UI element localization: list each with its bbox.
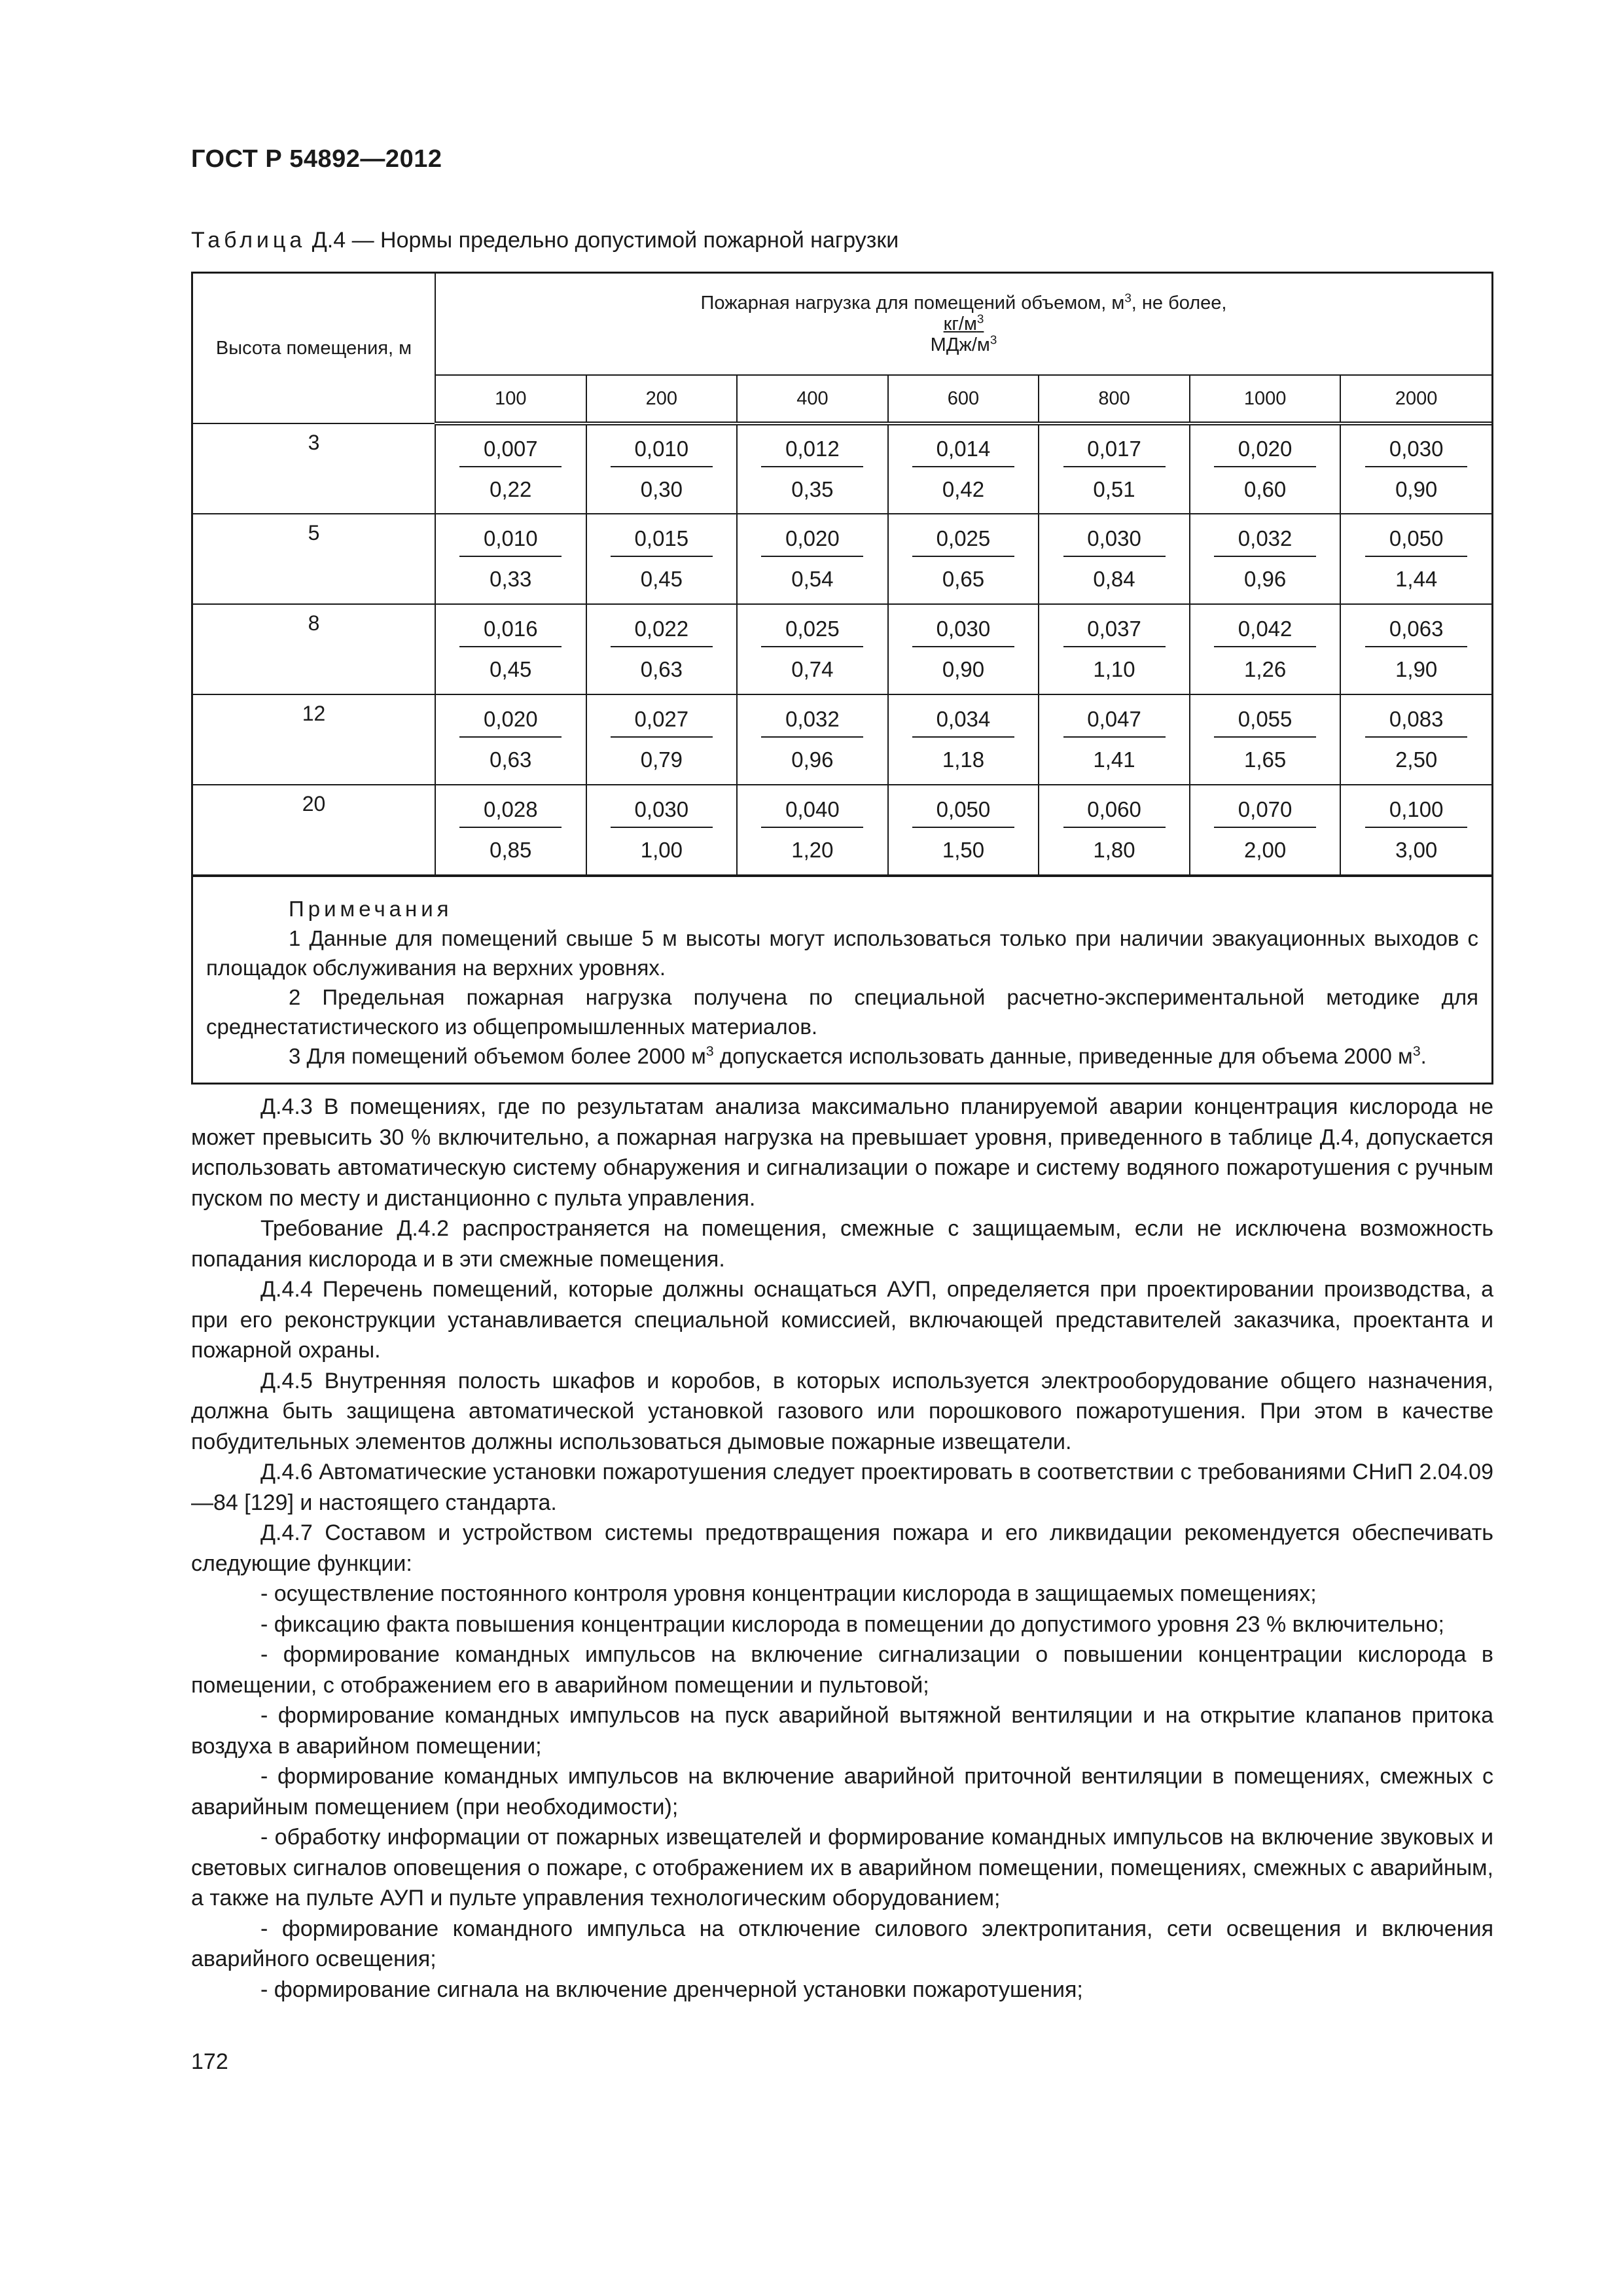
body-text xyxy=(191,1092,1493,2005)
list-item: - формирование командного импульса на отключение силового электропитания, сети освещения и включения аварийного освещения; xyxy=(191,1916,1493,1971)
fire-load-mj-value: 0,85 xyxy=(490,838,532,862)
fire-load-mj-value: 0,60 xyxy=(1243,477,1287,501)
fire-load-mj-value: 0,96 xyxy=(791,747,834,772)
fire-load-kg-value: 0,070 xyxy=(1214,795,1316,828)
fire-load-mj-value: 2,00 xyxy=(1243,838,1287,862)
list-item: - фиксацию факта повышения концентрации кислорода в помещении до допустимого уровня 23 % включительно; xyxy=(260,1611,1444,1637)
table-row xyxy=(193,785,1491,875)
fire-load-cell xyxy=(586,694,738,785)
fire-load-kg-value: 0,037 xyxy=(1063,615,1166,647)
fire-load-table xyxy=(191,272,1493,1085)
fire-load-header-tail: , не более, xyxy=(1131,293,1227,314)
note-1: 1 Данные для помещений свыше 5 м высоты могут использоваться только при наличии эвакуационных выходов с площадок обслуживания на верхних уровнях. xyxy=(206,926,1478,980)
fire-load-header-sup: 3 xyxy=(1124,291,1132,305)
volume-header-cell: 600 xyxy=(888,375,1039,423)
volume-header-cell: 100 xyxy=(435,375,586,423)
list-item: - формирование командных импульсов на включение аварийной приточной вентиляции в помещениях, смежных с аварийным помещением (при необходимости); xyxy=(191,1764,1493,1820)
fire-load-kg-value: 0,032 xyxy=(1214,524,1316,557)
unit-mj: МДж/$м^3$ xyxy=(930,332,997,355)
paragraph-d43: Д.4.3 В помещениях, где по результатам анализа максимально планируемой аварии концентрация кислорода не может превысить 30 % включительно, а пожарная нагрузка на превышает уровня, приведенного в таблице Д.4, допускается использовать автоматическую систему обнаружения и сигнализации о пожаре и систему водяного пожаротушения с ручным пуском по месту и дистанционно с пульта управления. xyxy=(191,1094,1493,1211)
note-2: 2 Предельная пожарная нагрузка получена по специальной расчетно-экспериментальной методике для среднестатистического из общепромышленных материалов. xyxy=(206,985,1478,1039)
fire-load-cell xyxy=(586,423,738,514)
fire-load-kg-value: 0,042 xyxy=(1214,615,1316,647)
fire-load-kg-value: 0,007 xyxy=(459,435,562,467)
fire-load-mj-value: 0,45 xyxy=(640,567,683,591)
fire-load-cell xyxy=(888,785,1039,875)
fire-load-kg-value: 0,010 xyxy=(611,435,713,467)
fire-load-kg-value: 0,083 xyxy=(1365,705,1467,738)
fire-load-cell xyxy=(1190,604,1341,694)
fire-load-mj-value: 0,74 xyxy=(791,657,834,681)
table-row xyxy=(193,423,1491,514)
paragraph-d46: Д.4.6 Автоматические установки пожаротушения следует проектировать в соответствии с требованиями СНиП 2.04.09—84 [129] и настоящего стандарта. xyxy=(191,1460,1493,1515)
fire-load-kg-value: 0,022 xyxy=(611,615,713,647)
table-notes xyxy=(193,876,1491,1083)
paragraph-d44: Д.4.4 Перечень помещений, которые должны оснащаться АУП, определяется при проектировании производства, а при его реконструкции устанавливается специальной комиссией, включающей представителей заказчика, проектанта и пожарной охраны. xyxy=(191,1277,1493,1363)
fire-load-cell xyxy=(435,604,586,694)
table-caption xyxy=(191,228,899,253)
volume-header-cell: 200 xyxy=(586,375,738,423)
fire-load-kg-value: 0,020 xyxy=(761,524,863,557)
fire-load-kg-value: 0,012 xyxy=(761,435,863,467)
fire-load-kg-value: 0,028 xyxy=(459,795,562,828)
fire-load-cell xyxy=(1039,785,1190,875)
fire-load-kg-value: 0,055 xyxy=(1214,705,1316,738)
fire-load-mj-value: 0,96 xyxy=(1243,567,1287,591)
fire-load-cell xyxy=(1190,785,1341,875)
fire-load-kg-value: 0,034 xyxy=(912,705,1014,738)
function-list xyxy=(191,1579,1493,2005)
fire-load-mj-value: 0,90 xyxy=(942,657,985,681)
fire-load-mj-value: 0,79 xyxy=(640,747,683,772)
fire-load-mj-value: 0,65 xyxy=(942,567,985,591)
table-caption-prefix: Таблица xyxy=(191,228,306,253)
fire-load-cell xyxy=(737,694,888,785)
fire-load-mj-value: 0,84 xyxy=(1093,567,1135,591)
fire-load-mj-value: 0,51 xyxy=(1093,477,1135,501)
volume-header-cell: 400 xyxy=(737,375,888,423)
fire-load-kg-value: 0,050 xyxy=(912,795,1014,828)
fire-load-kg-value: 0,017 xyxy=(1063,435,1166,467)
fire-load-mj-value: 0,22 xyxy=(490,477,532,501)
volume-header-cell: 1000 xyxy=(1190,375,1341,423)
fire-load-cell xyxy=(888,423,1039,514)
fire-load-kg-value: 0,060 xyxy=(1063,795,1166,828)
fire-load-cell xyxy=(1340,604,1491,694)
fire-load-mj-value: 1,20 xyxy=(791,838,834,862)
fire-load-kg-value: 0,014 xyxy=(912,435,1014,467)
paragraph-d43-requirement: Требование Д.4.2 распространяется на помещения, смежные с защищаемым, если не исключена возможность попадания кислорода и в эти смежные помещения. xyxy=(191,1216,1493,1272)
fire-load-mj-value: 0,45 xyxy=(490,657,532,681)
height-cell: 8 xyxy=(193,604,435,694)
fire-load-cell xyxy=(737,423,888,514)
fire-load-kg-value: 0,010 xyxy=(459,524,562,557)
fire-load-kg-value: 0,016 xyxy=(459,615,562,647)
table-row xyxy=(193,694,1491,785)
page-number: 172 xyxy=(191,2049,228,2074)
fire-load-cell xyxy=(1340,785,1491,875)
fire-load-kg-value: 0,025 xyxy=(912,524,1014,557)
fire-load-cell xyxy=(435,514,586,604)
fire-load-kg-value: 0,027 xyxy=(611,705,713,738)
list-item: - формирование сигнала на включение дренчерной установки пожаротушения; xyxy=(260,1977,1083,2002)
fire-load-cell xyxy=(435,785,586,875)
document-id: ГОСТ Р 54892—2012 xyxy=(191,145,442,173)
fire-load-mj-value: 1,90 xyxy=(1395,657,1438,681)
fire-load-kg-value: 0,032 xyxy=(761,705,863,738)
fire-load-mj-value: 0,63 xyxy=(640,657,683,681)
fire-load-mj-value: 0,90 xyxy=(1395,477,1438,501)
height-cell: 20 xyxy=(193,785,435,875)
fire-load-cell xyxy=(888,694,1039,785)
fire-load-mj-value: 1,26 xyxy=(1243,657,1287,681)
fire-load-mj-value: 0,35 xyxy=(791,477,834,501)
volume-header-cell: 800 xyxy=(1039,375,1190,423)
fire-load-cell xyxy=(1039,423,1190,514)
paragraph-d45: Д.4.5 Внутренняя полость шкафов и коробов, в которых используется электрооборудование общего назначения, должна быть защищена автоматической установкой газового или порошкового пожаротушения. При этом в качестве побудительных элементов должны использоваться дымовые пожарные извещатели. xyxy=(191,1368,1493,1454)
fire-load-cell xyxy=(888,514,1039,604)
table-caption-text: Д.4 — Нормы предельно допустимой пожарной нагрузки xyxy=(306,228,899,253)
table-row xyxy=(193,514,1491,604)
fire-load-cell xyxy=(1340,514,1491,604)
fire-load-cell xyxy=(1190,423,1341,514)
note-3: 3 Для помещений объемом более 2000 $м^3$ допускается использовать данные, приведенные для объема 2000 $м^3$. xyxy=(289,1043,1427,1068)
fire-load-kg-value: 0,025 xyxy=(761,615,863,647)
height-cell: 12 xyxy=(193,694,435,785)
column-header-height: Высота помещения, м xyxy=(193,274,435,423)
fire-load-mj-value: 1,50 xyxy=(942,838,985,862)
fire-load-cell xyxy=(1190,514,1341,604)
fire-load-kg-value: 0,100 xyxy=(1365,795,1467,828)
fire-load-cell xyxy=(586,514,738,604)
fire-load-kg-value: 0,020 xyxy=(459,705,562,738)
fire-load-kg-value: 0,040 xyxy=(761,795,863,828)
fire-load-cell xyxy=(737,514,888,604)
fire-load-kg-value: 0,030 xyxy=(912,615,1014,647)
fire-load-mj-value: 1,41 xyxy=(1093,747,1135,772)
fire-load-kg-value: 0,020 xyxy=(1214,435,1316,467)
volume-header-cell: 2000 xyxy=(1340,375,1491,423)
fire-load-mj-value: 1,80 xyxy=(1093,838,1135,862)
list-item: - формирование командных импульсов на включение сигнализации о повышении концентрации кислорода в помещении, с отображением его в аварийном помещении и пультовой; xyxy=(191,1642,1493,1698)
height-cell: 5 xyxy=(193,514,435,604)
fire-load-header-text: Пожарная нагрузка для помещений объемом, м xyxy=(700,293,1125,314)
fire-load-cell xyxy=(1039,694,1190,785)
fire-load-kg-value: 0,047 xyxy=(1063,705,1166,738)
fire-load-cell xyxy=(1039,604,1190,694)
fire-load-mj-value: 0,63 xyxy=(490,747,532,772)
fire-load-kg-value: 0,030 xyxy=(1063,524,1166,557)
fire-load-cell xyxy=(435,694,586,785)
fire-load-cell xyxy=(737,604,888,694)
fire-load-mj-value: 1,10 xyxy=(1093,657,1135,681)
unit-kg: $кг/м^3$ xyxy=(943,312,984,334)
fire-load-cell xyxy=(435,423,586,514)
notes-title: Примечания xyxy=(289,897,453,921)
fire-load-cell xyxy=(1340,694,1491,785)
height-cell: 3 xyxy=(193,423,435,514)
fire-load-mj-value: 3,00 xyxy=(1395,838,1438,862)
fire-load-cell xyxy=(888,604,1039,694)
list-item: - обработку информации от пожарных извещателей и формирование командных импульсов на включение звуковых и световых сигналов оповещения о пожаре, с отображением их в аварийном помещении, помещениях, смежных с аварийным, а также на пульте АУП и пульте управления технологическим оборудованием; xyxy=(191,1825,1493,1910)
fire-load-mj-value: 0,42 xyxy=(942,477,985,501)
fire-load-cell xyxy=(737,785,888,875)
fire-load-mj-value: 1,44 xyxy=(1395,567,1438,591)
fire-load-kg-value: 0,030 xyxy=(611,795,713,828)
fire-load-cell xyxy=(586,604,738,694)
fire-load-kg-value: 0,030 xyxy=(1365,435,1467,467)
column-header-fire-load xyxy=(435,274,1491,375)
fire-load-mj-value: 0,33 xyxy=(490,567,532,591)
fire-load-mj-value: 0,54 xyxy=(791,567,834,591)
fire-load-cell xyxy=(586,785,738,875)
fire-load-mj-value: 2,50 xyxy=(1395,747,1438,772)
fire-load-cell xyxy=(1190,694,1341,785)
fire-load-mj-value: 1,18 xyxy=(942,747,985,772)
paragraph-d47: Д.4.7 Составом и устройством системы предотвращения пожара и его ликвидации рекомендуется обеспечивать следующие функции: xyxy=(191,1520,1493,1576)
fire-load-mj-value: 0,30 xyxy=(640,477,683,501)
fire-load-kg-value: 0,050 xyxy=(1365,524,1467,557)
fire-load-kg-value: 0,063 xyxy=(1365,615,1467,647)
list-item: - осуществление постоянного контроля уровня концентрации кислорода в защищаемых помещениях; xyxy=(260,1581,1317,1606)
list-item: - формирование командных импульсов на пуск аварийной вытяжной вентиляции и на открытие клапанов притока воздуха в аварийном помещении; xyxy=(191,1703,1493,1759)
fire-load-grid xyxy=(193,274,1491,876)
table-row xyxy=(193,604,1491,694)
fire-load-cell xyxy=(1039,514,1190,604)
fire-load-mj-value: 1,65 xyxy=(1243,747,1287,772)
fire-load-mj-value: 1,00 xyxy=(640,838,683,862)
fire-load-kg-value: 0,015 xyxy=(611,524,713,557)
fire-load-cell xyxy=(1340,423,1491,514)
